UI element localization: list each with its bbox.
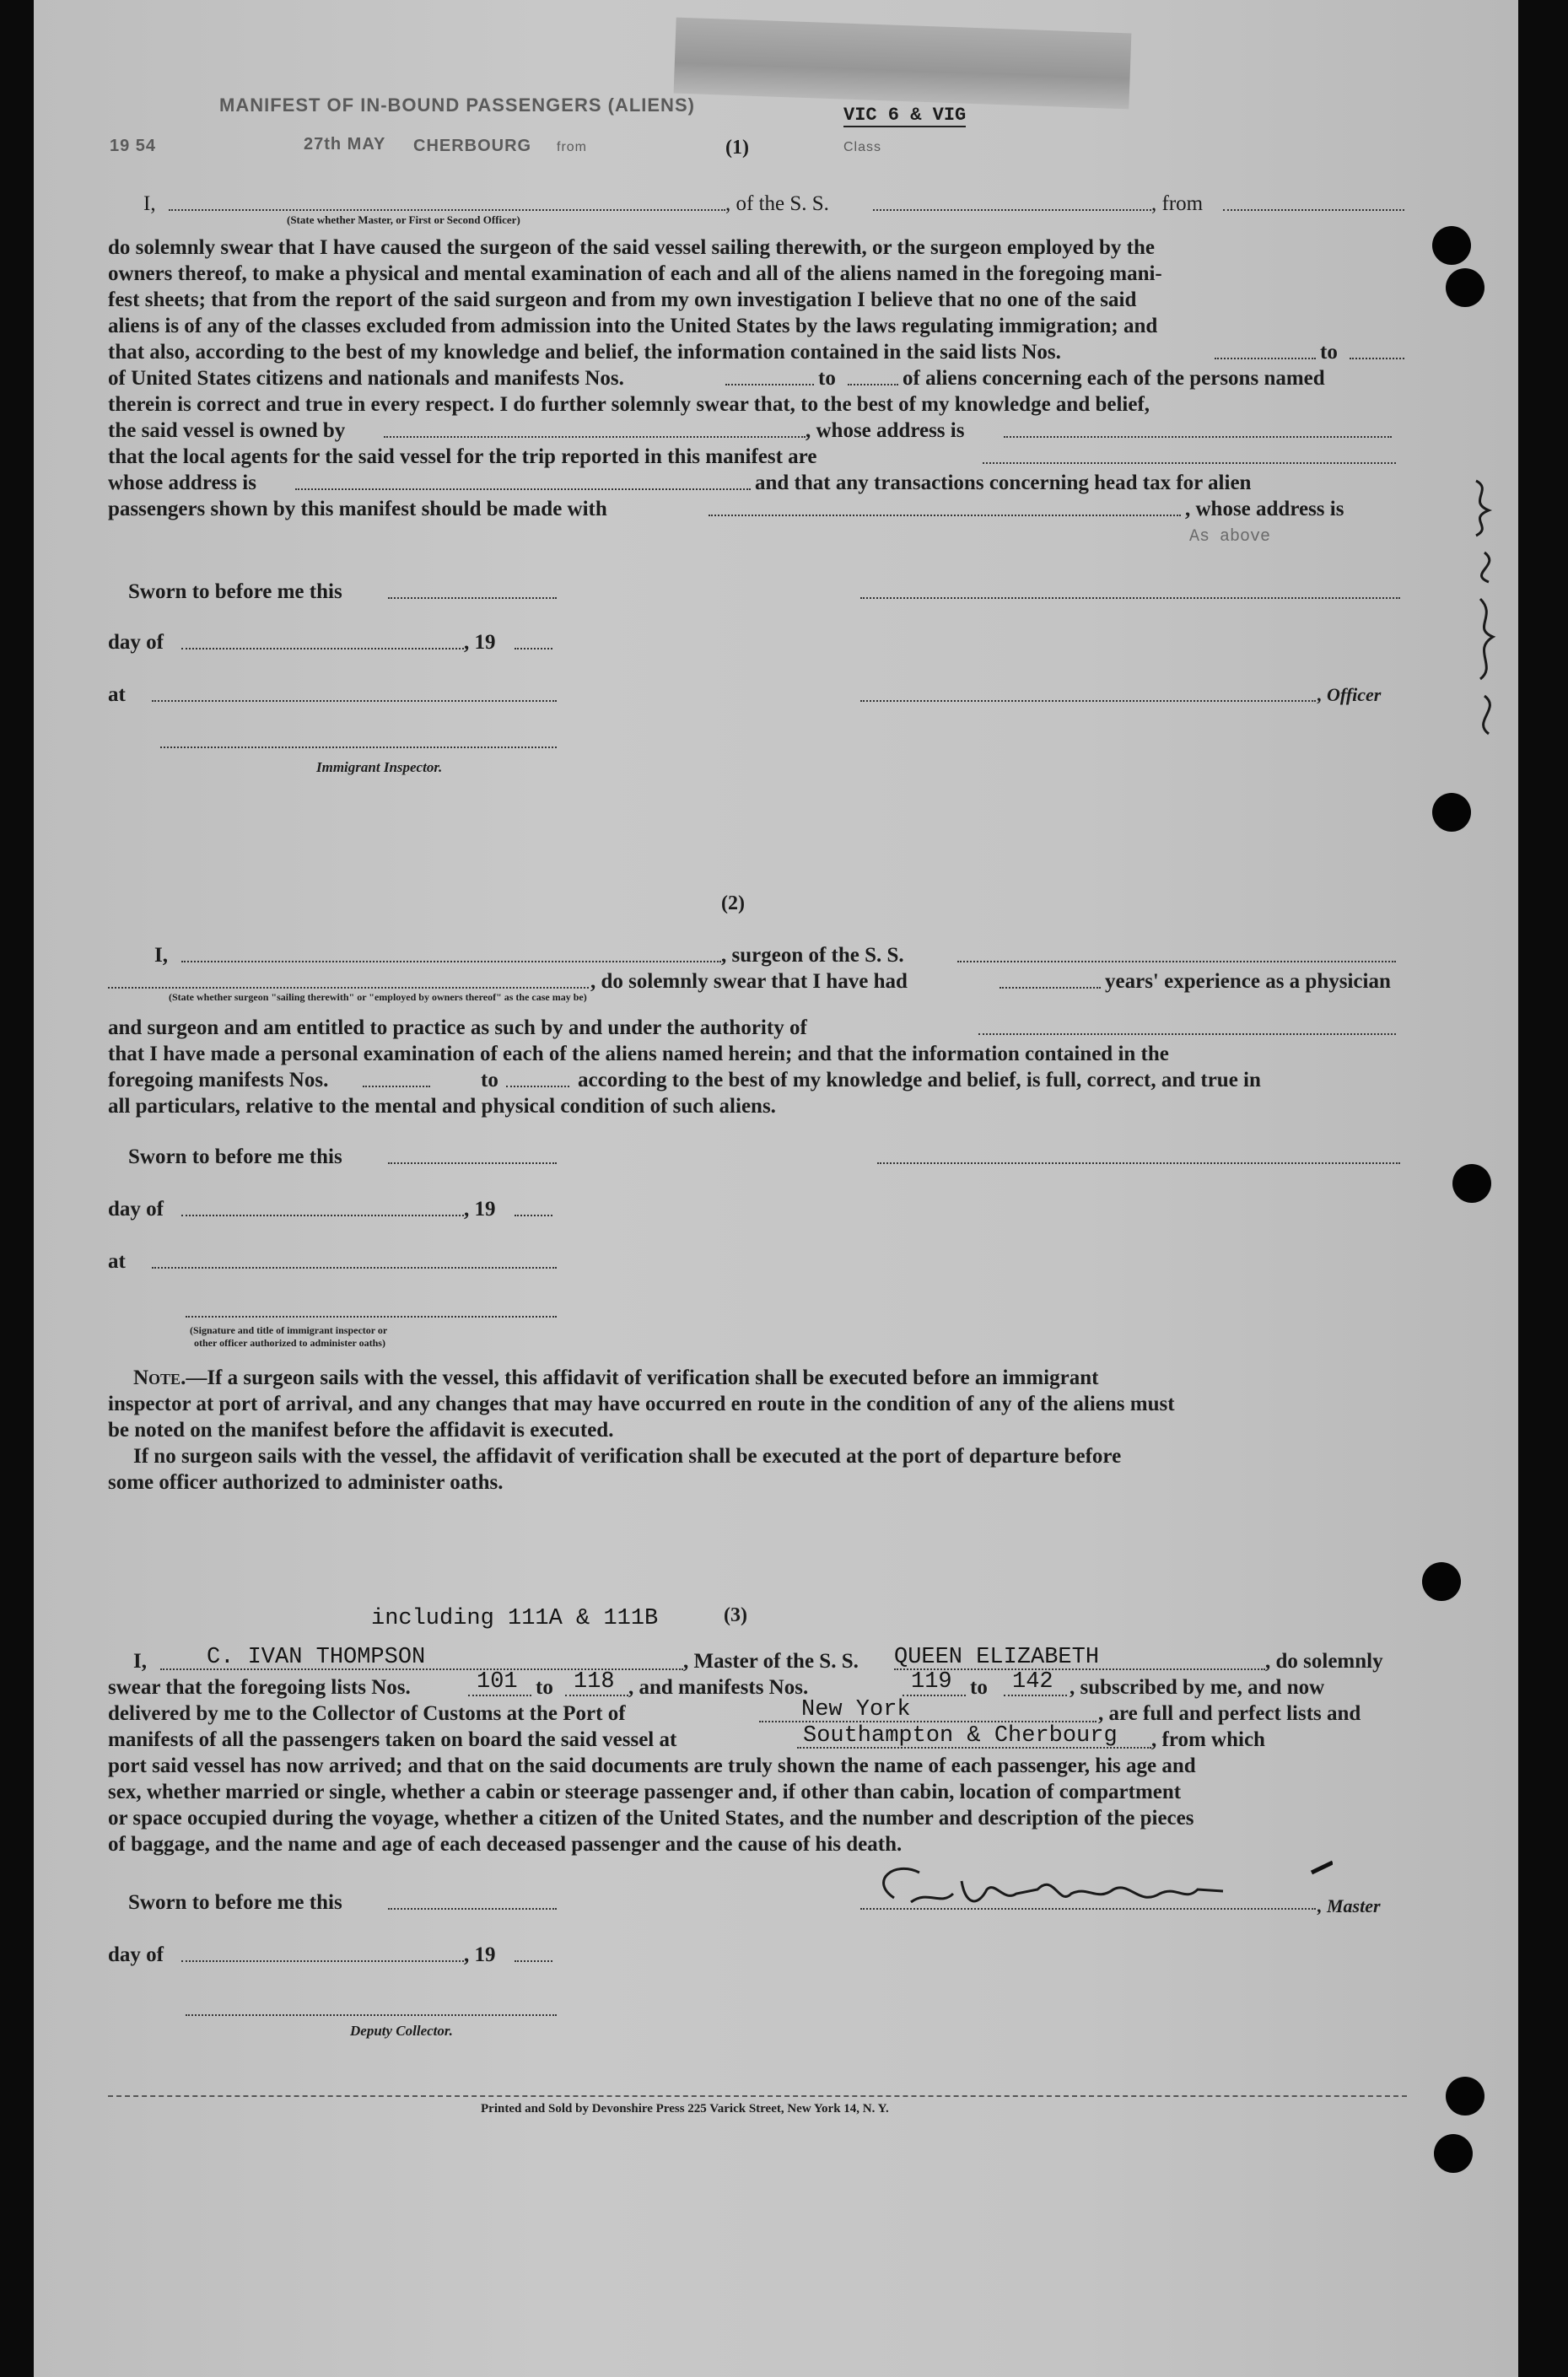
s3-manifests-from: 119 xyxy=(911,1669,952,1695)
s1-of-aliens: of aliens concerning each of the persons named xyxy=(903,367,1325,390)
s1-to: to xyxy=(1320,341,1338,364)
note-line: If no surgeon sails with the vessel, the affidavit of verification shall be executed at the port of departure before xyxy=(133,1445,1122,1468)
s1-year: , 19 xyxy=(464,631,496,654)
s3-port-field xyxy=(759,1721,1097,1722)
s1-line: that the local agents for the said vessel for the trip reported in this manifest are xyxy=(108,445,817,468)
header-class-label: Class xyxy=(843,140,882,154)
s1-line: that also, according to the best of my knowledge and belief, the information contained in the said lists Nos. xyxy=(108,341,1061,364)
punch-hole xyxy=(1434,2134,1473,2173)
s3-to: to xyxy=(536,1676,553,1699)
torn-tape-strip xyxy=(674,18,1132,110)
s1-ship-field xyxy=(873,209,1151,211)
s1-of-ss: , of the S. S. xyxy=(725,192,829,215)
s1-whose-address-2: , whose address is xyxy=(1185,498,1344,520)
s3-year: , 19 xyxy=(464,1943,496,1966)
s2-line: and surgeon and am entitled to practice as such by and under the authority of xyxy=(108,1016,807,1039)
s1-sworn-field xyxy=(388,597,557,599)
master-signature xyxy=(860,1856,1333,1923)
note-line: some officer authorized to administer oaths. xyxy=(108,1471,504,1494)
s3-master-of: , Master of the S. S. xyxy=(683,1650,859,1673)
s2-ship-field xyxy=(957,961,1396,962)
s2-signature-line xyxy=(877,1162,1400,1164)
s3-manifests-to-field xyxy=(1004,1695,1067,1696)
s1-line: do solemnly swear that I have caused the surgeon of the said vessel sailing therewith, or the surgeon employed by the xyxy=(108,236,1155,259)
s3-swear-lists: swear that the foregoing lists Nos. xyxy=(108,1676,411,1699)
s1-line: of United States citizens and nationals and manifests Nos. xyxy=(108,367,624,390)
s1-from-field xyxy=(1223,209,1404,211)
s1-agents-field xyxy=(983,462,1396,464)
s3-lists-from: 101 xyxy=(477,1669,518,1695)
s1-head-tax-contact xyxy=(709,515,1181,516)
s1-lists-to xyxy=(1350,358,1404,359)
s2-sig-note: (Signature and title of immigrant inspector or xyxy=(190,1324,388,1336)
s2-line: foregoing manifests Nos. xyxy=(108,1069,329,1091)
s1-inspector-label: Immigrant Inspector. xyxy=(316,759,443,775)
s2-at: at xyxy=(108,1250,126,1273)
printer-imprint: Printed and Sold by Devonshire Press 225 Varick Street, New York 14, N. Y. xyxy=(481,2102,889,2116)
s1-from: , from xyxy=(1151,192,1204,215)
s3-master-name: C. IVAN THOMPSON xyxy=(207,1645,426,1670)
s3-manifests-to: 142 xyxy=(1012,1669,1053,1695)
s3-year-field xyxy=(515,1960,552,1962)
s3-i-label: I, xyxy=(133,1650,147,1673)
s1-manifests-to xyxy=(848,384,898,385)
s1-lists-from xyxy=(1215,358,1316,359)
s1-agents-address xyxy=(295,488,751,490)
s2-manifests-from xyxy=(363,1086,430,1087)
s2-surgeon-status xyxy=(108,987,589,989)
s3-sworn: Sworn to before me this xyxy=(128,1891,342,1914)
note-line: inspector at port of arrival, and any changes that may have occurred en route in the condition of any of the aliens must xyxy=(108,1393,1175,1415)
s1-inspector-line xyxy=(160,747,557,748)
s2-manifests-to xyxy=(506,1086,569,1087)
s3-port: New York xyxy=(801,1697,911,1722)
s2-to: to xyxy=(481,1069,498,1091)
s3-and-manifests: , and manifests Nos. xyxy=(628,1676,809,1699)
s1-officer-field xyxy=(169,209,725,211)
s1-head-tax: and that any transactions concerning head tax for alien xyxy=(755,472,1252,494)
s2-surgeon-of: , surgeon of the S. S. xyxy=(721,944,904,967)
note-line: be noted on the manifest before the affidavit is executed. xyxy=(108,1419,614,1442)
s3-from-which: , from which xyxy=(1151,1728,1265,1751)
s3-embark-ports: Southampton & Cherbourg xyxy=(803,1723,1118,1749)
s2-i-label: I, xyxy=(154,944,168,967)
s2-day-field xyxy=(181,1215,464,1216)
manifest-page xyxy=(34,0,1518,2377)
footer-rule xyxy=(108,2095,1407,2097)
section-1-number: (1) xyxy=(725,137,749,159)
s1-at-field xyxy=(152,700,557,702)
note-line: —If a surgeon sails with the vessel, this affidavit of verification shall be executed before an immigrant xyxy=(186,1366,1099,1389)
s3-collector-line xyxy=(186,2014,557,2016)
s3-ship-name: QUEEN ELIZABETH xyxy=(894,1645,1100,1670)
voyage-number: VIC 6 & VIG xyxy=(843,105,967,126)
s3-sworn-field xyxy=(388,1908,557,1910)
s1-whose-address: , whose address is xyxy=(806,419,965,442)
section-3-number: (3) xyxy=(724,1604,747,1626)
s2-line: according to the best of my knowledge and belief, is full, correct, and true in xyxy=(578,1069,1261,1091)
s2-year: , 19 xyxy=(464,1198,496,1221)
s2-year-field xyxy=(515,1215,552,1216)
s1-i-label: I, xyxy=(143,192,156,215)
s1-as-above: As above xyxy=(1189,527,1271,547)
s2-sworn-field xyxy=(388,1162,557,1164)
s3-line: of baggage, and the name and age of each deceased passenger and the cause of his death. xyxy=(108,1833,903,1856)
s1-to: to xyxy=(818,367,836,390)
s2-inspector-line xyxy=(186,1316,557,1318)
s3-are-full: , are full and perfect lists and xyxy=(1098,1702,1361,1725)
s2-line: that I have made a personal examination of each of the aliens named herein; and that the information contained in the xyxy=(108,1043,1169,1065)
header-from-port: CHERBOURG xyxy=(413,137,532,155)
s3-embark-field xyxy=(797,1747,1151,1749)
punch-hole xyxy=(1452,1164,1491,1203)
s1-owner-address xyxy=(1004,436,1392,438)
s2-day-of: day of xyxy=(108,1198,164,1221)
s1-line: fest sheets; that from the report of the said surgeon and from my own investigation I believe that no one of the said xyxy=(108,288,1137,311)
s1-line: therein is correct and true in every respect. I do further solemnly swear that, to the best of my knowledge and belief, xyxy=(108,393,1150,416)
punch-hole xyxy=(1432,226,1471,265)
header-year: 19 54 xyxy=(110,137,157,155)
s1-state-note: (State whether Master, or First or Second Officer) xyxy=(287,213,520,226)
s3-including: including 111A & 111B xyxy=(371,1606,659,1631)
s2-years-field xyxy=(1000,987,1101,989)
s3-collector-label: Deputy Collector. xyxy=(350,2023,453,2039)
s3-day-of: day of xyxy=(108,1943,164,1966)
s3-manifests-from-field xyxy=(903,1695,966,1696)
s3-line: or space occupied during the voyage, whether a citizen of the United States, and the number and description of the pieces xyxy=(108,1807,1194,1830)
s1-year-field xyxy=(515,648,552,649)
s2-state-note: (State whether surgeon "sailing therewith" or "employed by owners thereof" as the case may be) xyxy=(169,991,587,1003)
s1-line: owners thereof, to make a physical and mental examination of each and all of the aliens named in the foregoing mani- xyxy=(108,262,1162,285)
s3-delivered: delivered by me to the Collector of Customs at the Port of xyxy=(108,1702,626,1725)
punch-hole xyxy=(1432,793,1471,832)
s2-sworn: Sworn to before me this xyxy=(128,1145,342,1168)
s3-master-label: , Master xyxy=(1317,1895,1381,1916)
s3-lists-to: 118 xyxy=(574,1669,615,1695)
s3-lists-to-field xyxy=(565,1695,628,1696)
s1-line: whose address is xyxy=(108,472,256,494)
s1-line: aliens is of any of the classes excluded from admission into the United States by the laws regulating immigration; and xyxy=(108,315,1158,337)
s3-day-field xyxy=(181,1960,464,1962)
s1-manifests-from xyxy=(725,384,814,385)
s3-to: to xyxy=(970,1676,988,1699)
s2-solemnly: , do solemnly swear that I have had xyxy=(590,970,908,993)
s3-subscribed: , subscribed by me, and now xyxy=(1070,1676,1325,1699)
s2-surgeon-name xyxy=(181,961,721,962)
s1-day-field xyxy=(181,648,464,649)
s1-owner-field xyxy=(384,436,806,438)
margin-handwriting xyxy=(1459,472,1518,742)
s3-lists-from-field xyxy=(468,1695,531,1696)
header-from-label: from xyxy=(557,140,587,154)
s3-master-signature-line xyxy=(860,1908,1316,1910)
s3-line: sex, whether married or single, whether a cabin or steerage passenger and, if other than cabin, location of compartment xyxy=(108,1781,1182,1803)
s1-sworn: Sworn to before me this xyxy=(128,580,342,603)
s2-authority-field xyxy=(978,1033,1396,1035)
s1-line: the said vessel is owned by xyxy=(108,419,346,442)
punch-hole xyxy=(1446,268,1484,307)
manifest-title: MANIFEST OF IN-BOUND PASSENGERS (ALIENS) xyxy=(219,94,695,116)
note-label: Note. xyxy=(133,1366,186,1389)
s1-day-of: day of xyxy=(108,631,164,654)
s1-at: at xyxy=(108,683,126,706)
punch-hole xyxy=(1422,1562,1461,1601)
s2-years-exp: years' experience as a physician xyxy=(1105,970,1391,993)
s2-line: all particulars, relative to the mental and physical condition of such aliens. xyxy=(108,1095,776,1118)
header-date: 27th MAY xyxy=(304,135,386,154)
s1-signature-line xyxy=(860,597,1400,599)
s2-at-field xyxy=(152,1267,557,1269)
s1-officer-label: , Officer xyxy=(1317,684,1382,705)
s1-line: passengers shown by this manifest should be made with xyxy=(108,498,607,520)
s1-officer-line xyxy=(860,700,1316,702)
punch-hole xyxy=(1446,2077,1484,2116)
s3-manifests-all: manifests of all the passengers taken on board the said vessel at xyxy=(108,1728,677,1751)
s3-do-solemnly: , do solemnly xyxy=(1265,1650,1383,1673)
section-2-number: (2) xyxy=(721,892,745,914)
s2-sig-note: other officer authorized to administer oaths) xyxy=(194,1337,385,1349)
s3-line: port said vessel has now arrived; and that on the said documents are truly shown the name of each passenger, his age and xyxy=(108,1754,1196,1777)
